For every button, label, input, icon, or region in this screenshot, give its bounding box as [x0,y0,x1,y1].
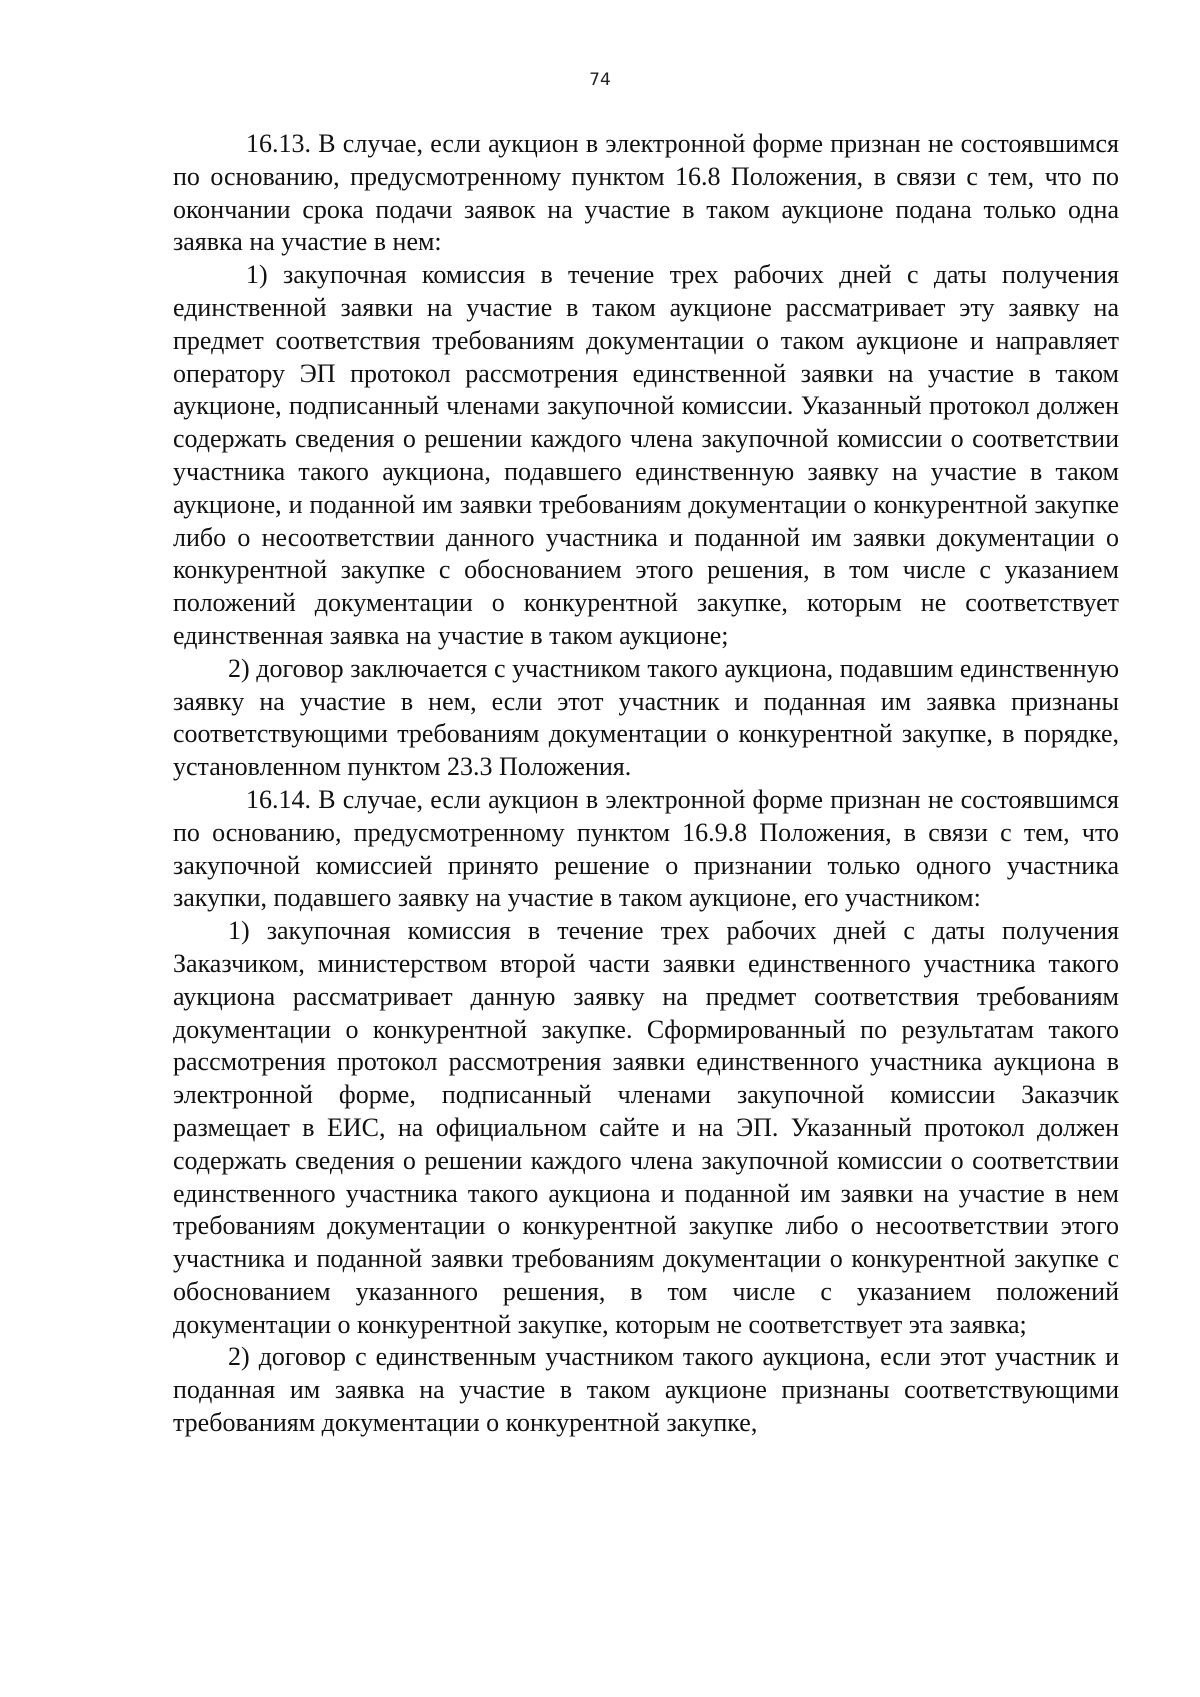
clause-16-14: 16.14. В случае, если аукцион в электронной форме признан не состоявшимся по основанию, предусмотренному пунктом 16.9.8 Положения, в связи с тем, что закупочной комиссией принято решение о признании только одного участника закупки, подавшего заявку на участие в таком аукционе, его участником: [173,784,1119,913]
clause-16-13-item-1: 1) закупочная комиссия в течение трех рабочих дней с даты получения единственной заявки на участие в таком аукционе рассматривает эту заявку на предмет соответствия требованиям документации о таком аукционе и направляет оператору ЭП протокол рассмотрения единственной заявки на участие в таком аукционе, подписанный членами закупочной комиссии. Указанный протокол должен содержать сведения о решении каждого члена закупочной комиссии о соответствии участника такого аукциона, подавшего единственную заявку на участие в таком аукционе, и поданной им заявки требованиям документации о конкурентной закупке либо о несоответствии данного участника и поданной им заявки документации о конкурентной закупке с обоснованием этого решения, в том числе с указанием положений документации о конкурентной закупке, которым не соответствует единственная заявка на участие в таком аукционе; [173,260,1119,650]
page-number: 74 [589,70,611,90]
clause-16-14-item-1: 1) закупочная комиссия в течение трех рабочих дней с даты получения Заказчиком, министерством второй части заявки единственного участника такого аукциона рассматривает данную заявку на предмет соответствия требованиям документации о конкурентной закупке. Сформированный по результатам такого рассмотрения протокол рассмотрения заявки единственного участника аукциона в электронной форме, подписанный членами закупочной комиссии Заказчик размещает в ЕИС, на официальном сайте и на ЭП. Указанный протокол должен содержать сведения о решении каждого члена закупочной комиссии о соответствии единственного участника такого аукциона и поданной им заявки на участие в нем требованиям документации о конкурентной закупке либо о несоответствии этого участника и поданной заявки требованиям документации о конкурентной закупке с обоснованием указанного решения, в том числе с указанием положений документации о конкурентной закупке, которым не соответствует эта заявка; [173,916,1119,1339]
clause-16-13: 16.13. В случае, если аукцион в электронной форме признан не состоявшимся по основанию, предусмотренному пунктом 16.8 Положения, в связи с тем, что по окончании срока подачи заявок на участие в таком аукционе подана только одна заявка на участие в нем: [173,129,1119,257]
clause-16-14-item-2: 2) договор с единственным участником такого аукциона, если этот участник и поданная им заявка на участие в таком аукционе признаны соответствующими требованиям документации о конкурентной закупке, [173,1342,1119,1438]
document-body [173,128,1119,1440]
clause-16-13-item-2: 2) договор заключается с участником такого аукциона, подавшим единственную заявку на участие в нем, если этот участник и поданная им заявка признаны соответствующими требованиям документации о конкурентной закупке, в порядке, установленном пунктом 23.3 Положения. [173,653,1119,782]
